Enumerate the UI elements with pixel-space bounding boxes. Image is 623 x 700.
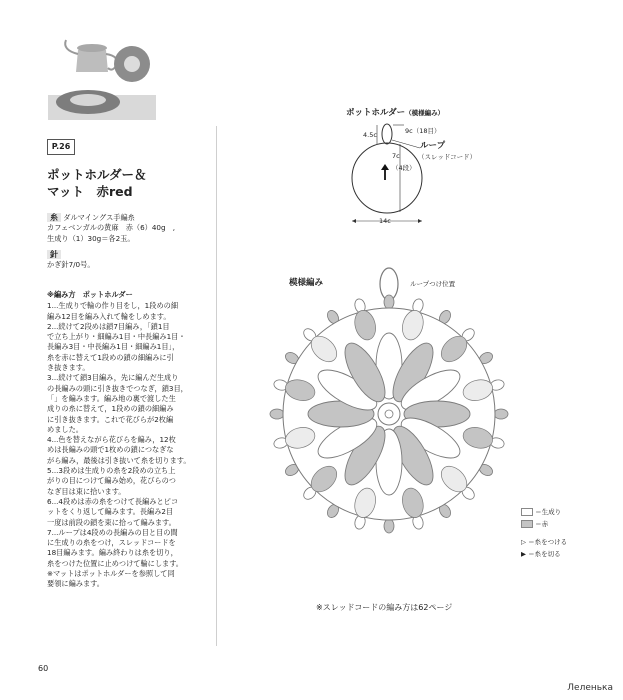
diagram-top-title: [346, 106, 444, 118]
instruction-line: 1...生成りで輪の作り目をし，1段めの細: [47, 301, 179, 311]
instruction-line: 3...続けて鎖3目編み，先に編んだ生成り: [47, 373, 179, 383]
instruction-line: 編み12目を編み入れて輪をしめます。: [47, 311, 171, 321]
page-number: 60: [38, 664, 49, 673]
yarn-tag: 糸: [47, 213, 61, 222]
watermark: Леленька: [567, 683, 613, 693]
legend: [521, 507, 567, 558]
materials-section: [47, 213, 212, 270]
loop-ellipse: [382, 124, 392, 144]
instruction-line: き抜きます。: [47, 363, 90, 373]
diagram-top-title-main: ポットホルダー: [346, 108, 406, 118]
instruction-line: 4...色を替えながら花びらを編み，12枚: [47, 435, 176, 445]
legend-attach: ＝糸をつける: [528, 538, 568, 546]
instruction-line: 糸をつけた位置に止めつけて輪にします。: [47, 558, 183, 568]
instructions-heading: ※編み方 ポットホルダー: [47, 290, 133, 299]
legend-swatch-red: [521, 520, 533, 528]
instruction-line: 18目編みます。編み終わりは糸を切り，: [47, 548, 178, 558]
chart-title: 模様編み: [289, 278, 324, 288]
product-photo: [48, 20, 156, 120]
diagram-top-title-sub: （模様編み）: [405, 109, 445, 117]
instruction-line: なぎ目は束に拾います。: [47, 486, 126, 496]
dim-depth-b: （4段）: [392, 164, 416, 172]
instruction-line: に生成りの糸をつけ，スレッドコードを: [47, 538, 176, 548]
instruction-line: ※マットはポットホルダーを参照して同: [47, 569, 175, 579]
instruction-line: 長編み3目・中長編み1目・細編み1目」，: [47, 342, 180, 352]
instruction-line: めは長編みの頭で1枚めの鎖につなぎな: [47, 445, 174, 455]
instruction-line: 2...続けて2段めは鎖7目編み，「鎖1目: [47, 321, 170, 331]
instruction-line: がりの目につけて編み始め，花びらのつ: [47, 476, 176, 486]
hook-value: かぎ針7/0号。: [47, 260, 95, 270]
instruction-line: 5...3段めは生成りの糸を2段めの立ち上: [47, 466, 176, 476]
hook-tag: 針: [47, 250, 61, 259]
instruction-line: 7...ループは4段めの長編みの目と目の間: [47, 527, 178, 537]
potholder-circle: [352, 143, 422, 213]
instruction-line: 成りの糸に替えて，1段めの鎖の細編み: [47, 404, 174, 414]
yarn-line-1: ダルマイングス手編糸: [63, 213, 135, 222]
yarn-line-2: カフェベンガルの黄麻 赤（6）40g ,: [47, 223, 176, 233]
title-line-1: ポットホルダー＆: [47, 167, 147, 182]
legend-cut: ＝糸を切る: [528, 550, 561, 558]
legend-red: ＝赤: [535, 520, 549, 528]
instruction-line: 糸を赤に替えて1段めの鎖の細編みに引: [47, 352, 174, 362]
instruction-line: 「」を編みます。編み地の裏で渡した生: [47, 393, 176, 403]
cut-yarn-icon: ▶: [521, 550, 526, 558]
footer-note: ※スレッドコードの編み方は62ページ: [316, 603, 453, 612]
loop-sublabel: （スレッドコード）: [418, 153, 477, 161]
center-ring: [378, 403, 400, 425]
picot: [494, 409, 508, 419]
page-ref-badge: P.26: [47, 139, 75, 155]
page-title: [47, 166, 207, 200]
dim-width: 14c: [379, 217, 391, 225]
dim-loop-height: 4.5c: [363, 131, 377, 139]
instruction-lines: [47, 301, 215, 589]
stitch-chart: [268, 262, 510, 562]
instruction-line: で立ち上がり・細編み1目・中長編み1目・: [47, 332, 186, 342]
legend-natural: ＝生成り: [535, 508, 562, 516]
yarn-line-3: 生成り（1）30g＝各2玉。: [47, 233, 135, 243]
column-divider: [216, 126, 217, 646]
title-line-2: マット 赤red: [47, 184, 133, 199]
loop-label: ループ: [420, 141, 446, 151]
instruction-line: ットをくり返して編みます。長編み2目: [47, 507, 174, 517]
instruction-line: 一度は前段の鎖を束に拾って編みます。: [47, 517, 176, 527]
picot: [270, 409, 284, 419]
dim-loop-length: 9c（18目）: [405, 127, 441, 135]
attach-yarn-icon: ▷: [521, 538, 526, 546]
instruction-line: の長編みの頭に引き抜きでつなぎ，鎖3目，: [47, 383, 188, 393]
instruction-line: がら編み，最後は引き抜いて糸を切ります。: [47, 455, 191, 465]
instruction-line: 要領に編みます。: [47, 579, 104, 589]
instruction-line: めました。: [47, 424, 83, 434]
instruction-line: に引き抜きます。これで花びらが2枚編: [47, 414, 174, 424]
loop-position-label: ループつけ位置: [410, 280, 456, 288]
dim-depth-a: 7c: [392, 152, 400, 160]
picot: [384, 519, 394, 533]
instruction-line: 6...4段めは赤の糸をつけて長編みとピコ: [47, 496, 179, 506]
legend-swatch-natural: [521, 508, 533, 516]
picot: [384, 295, 394, 309]
instructions: [47, 290, 215, 590]
